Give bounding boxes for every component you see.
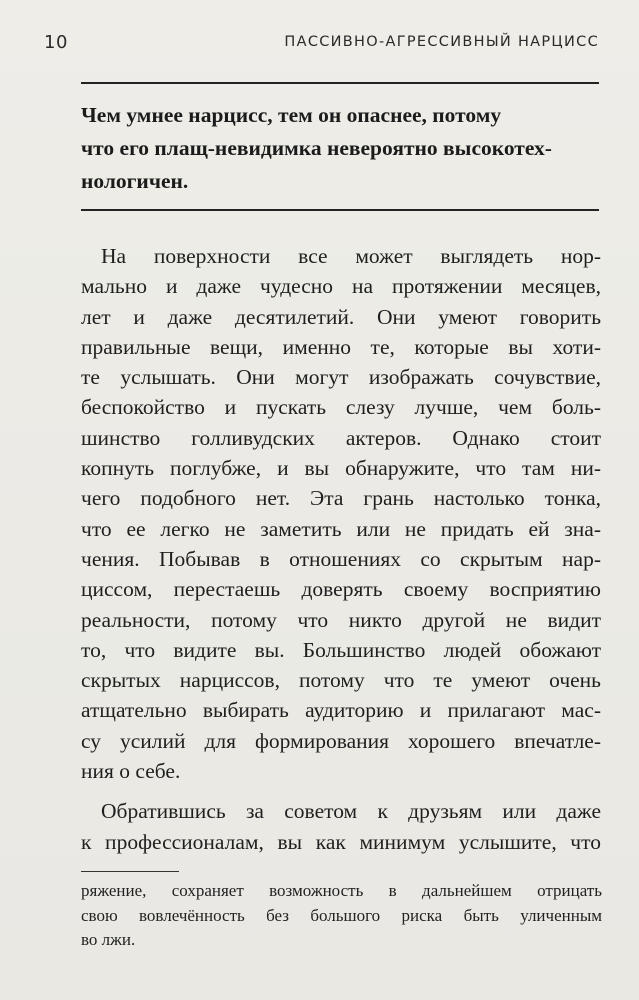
body-line: циссом, перестаешь доверять своему восприятию [81, 577, 601, 602]
body-line: атщательно выбирать аудиторию и прилагают мас- [81, 698, 601, 723]
body-line: мально и даже чудесно на протяжении месяцев, [81, 274, 601, 299]
body-line: те услышать. Они могут изображать сочувствие, [81, 365, 601, 390]
running-title: ПАССИВНО-АГРЕССИВНЫЙ НАРЦИСС [284, 34, 599, 50]
body-line: ния о себе. [81, 759, 181, 784]
body-line: шинство голливудских актеров. Однако стоит [81, 425, 601, 450]
body-line: су усилий для формирования хорошего впечатле- [81, 728, 601, 753]
body-line: чения. Побывав в отношениях со скрытым нар- [81, 546, 601, 571]
body-text [81, 241, 601, 857]
pullquote-bottom-rule [81, 209, 599, 211]
paragraph-gap [81, 786, 601, 796]
body-line: к профессионалам, вы как минимум услышите, что [81, 829, 601, 854]
pullquote-line: Чем умнее нарцисс, тем он опаснее, потому [81, 103, 502, 127]
body-line: чего подобного нет. Эта грань настолько тонка, [81, 486, 601, 511]
page-header [44, 32, 599, 56]
footnote-rule [81, 871, 179, 872]
pullquote-line: что его плащ-невидимка невероятно высокотех- [81, 136, 552, 160]
body-line: На поверхности все может выглядеть нор- [101, 244, 601, 268]
pullquote-top-rule [81, 82, 599, 84]
footnote-line: свою вовлечённость без большого риска быть уличенным [81, 905, 602, 925]
page-number: 10 [44, 32, 68, 53]
body-line: то, что видите вы. Большинство людей обожают [81, 637, 601, 662]
body-line: копнуть поглубже, и вы обнаружите, что там ни- [81, 456, 601, 481]
body-line: беспокойство и пускать слезу лучше, чем боль- [81, 395, 601, 420]
body-line: реальности, потому что никто другой не видит [81, 607, 601, 632]
pullquote [81, 99, 601, 198]
footnote [81, 879, 602, 953]
body-line: Обратившись за советом к друзьям или даже [101, 799, 601, 824]
body-line: что ее легко не заметить или не придать ей зна- [81, 516, 601, 541]
footnote-line: во лжи. [81, 930, 136, 949]
footnote-line: ряжение, сохраняет возможность в дальнейшем отрицать [81, 881, 602, 900]
body-line: скрытых нарциссов, потому что те умеют очень [81, 668, 601, 693]
pullquote-line: нологичен. [81, 169, 189, 193]
body-line: лет и даже десятилетий. Они умеют говорить [81, 304, 601, 329]
body-line: правильные вещи, именно те, которые вы хоти- [81, 334, 601, 359]
